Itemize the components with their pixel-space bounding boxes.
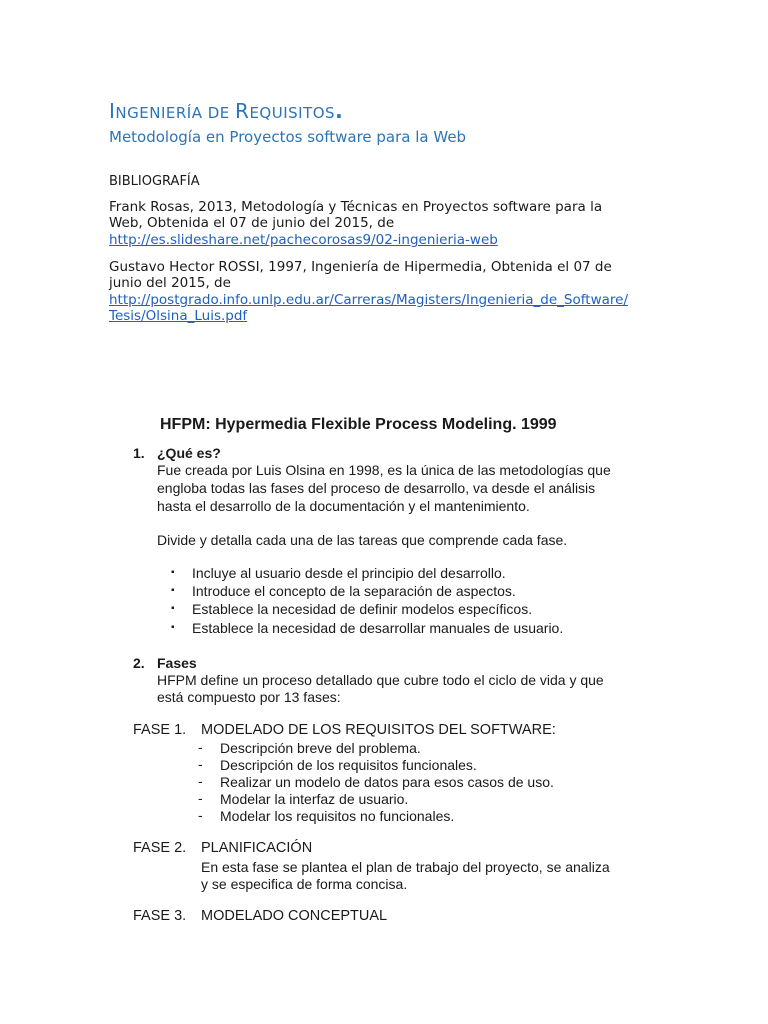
dash-marker: - <box>198 790 203 806</box>
fase-1-label: FASE 1. <box>133 722 187 738</box>
fase-1-item: Descripción breve del problema. <box>220 740 421 756</box>
dash-marker: - <box>198 739 203 755</box>
item-1-heading: ¿Qué es? <box>157 445 221 461</box>
item-1-number: 1. <box>133 445 145 461</box>
dash-marker: - <box>198 807 203 823</box>
fase-1-item: Modelar la interfaz de usuario. <box>220 791 409 807</box>
item-1-paragraph-line-3: hasta el desarrollo de la documentación y el mantenimiento. <box>157 498 530 514</box>
reference-2-line-1: Gustavo Hector ROSSI, 1997, Ingeniería de Hipermedia, Obtenida el 07 de <box>109 259 612 275</box>
item-2-paragraph-line-1: HFPM define un proceso detallado que cubre todo el ciclo de vida y que <box>157 672 604 688</box>
fase-2-title: PLANIFICACIÓN <box>201 840 313 856</box>
bullet-item: Establece la necesidad de definir modelos específicos. <box>192 601 533 617</box>
item-2-number: 2. <box>133 655 145 671</box>
item-2-heading: Fases <box>157 655 197 671</box>
fase-1-item: Realizar un modelo de datos para esos casos de uso. <box>220 774 554 790</box>
document-title: INGENIERÍA DE REQUISITOS. <box>109 99 344 123</box>
fase-1-item: Modelar los requisitos no funcionales. <box>220 808 455 824</box>
bibliography-heading: BIBLIOGRAFÍA <box>109 174 200 189</box>
reference-1-line-2: Web, Obtenida el 07 de junio del 2015, de <box>109 215 395 231</box>
bullet-marker: ▪ <box>171 603 175 614</box>
item-2-paragraph-line-2: está compuesto por 13 fases: <box>157 689 341 705</box>
reference-1-line-1: Frank Rosas, 2013, Metodología y Técnicas en Proyectos software para la <box>109 199 603 215</box>
fase-1-title: MODELADO DE LOS REQUISITOS DEL SOFTWARE: <box>201 722 556 738</box>
dash-marker: - <box>198 773 203 789</box>
reference-2-link-line-1[interactable]: http://postgrado.info.unlp.edu.ar/Carreras/Magisters/Ingenieria_de_Software/ <box>109 292 628 308</box>
fase-1-item: Descripción de los requisitos funcionales. <box>220 757 477 773</box>
section-title: HFPM: Hypermedia Flexible Process Modeling. 1999 <box>160 416 557 433</box>
reference-2-line-2: junio del 2015, de <box>109 275 231 291</box>
reference-2-link-line-2[interactable]: Tesis/Olsina_Luis.pdf <box>109 308 248 324</box>
bullet-marker: ▪ <box>171 622 175 633</box>
fase-3-label: FASE 3. <box>133 908 187 924</box>
dash-marker: - <box>198 756 203 772</box>
fase-2-label: FASE 2. <box>133 840 187 856</box>
fase-2-description-line-2: y se especifica de forma concisa. <box>201 876 408 892</box>
bullet-item: Incluye al usuario desde el principio del desarrollo. <box>192 565 506 581</box>
bullet-item: Introduce el concepto de la separación de aspectos. <box>192 583 516 599</box>
item-1-paragraph-2: Divide y detalla cada una de las tareas que comprende cada fase. <box>157 532 568 548</box>
document-subtitle: Metodología en Proyectos software para la Web <box>109 128 467 146</box>
fase-2-description-line-1: En esta fase se plantea el plan de trabajo del proyecto, se analiza <box>201 859 610 875</box>
bullet-marker: ▪ <box>171 567 175 578</box>
item-1-paragraph-line-2: engloba todas las fases del proceso de desarrollo, va desde el análisis <box>157 480 596 496</box>
fase-3-title: MODELADO CONCEPTUAL <box>201 908 388 924</box>
bullet-item: Establece la necesidad de desarrollar manuales de usuario. <box>192 620 564 636</box>
bullet-marker: ▪ <box>171 585 175 596</box>
reference-1-link[interactable]: http://es.slideshare.net/pachecorosas9/02-ingenieria-web <box>109 232 498 248</box>
item-1-paragraph-line-1: Fue creada por Luis Olsina en 1998, es la única de las metodologías que <box>157 462 611 478</box>
